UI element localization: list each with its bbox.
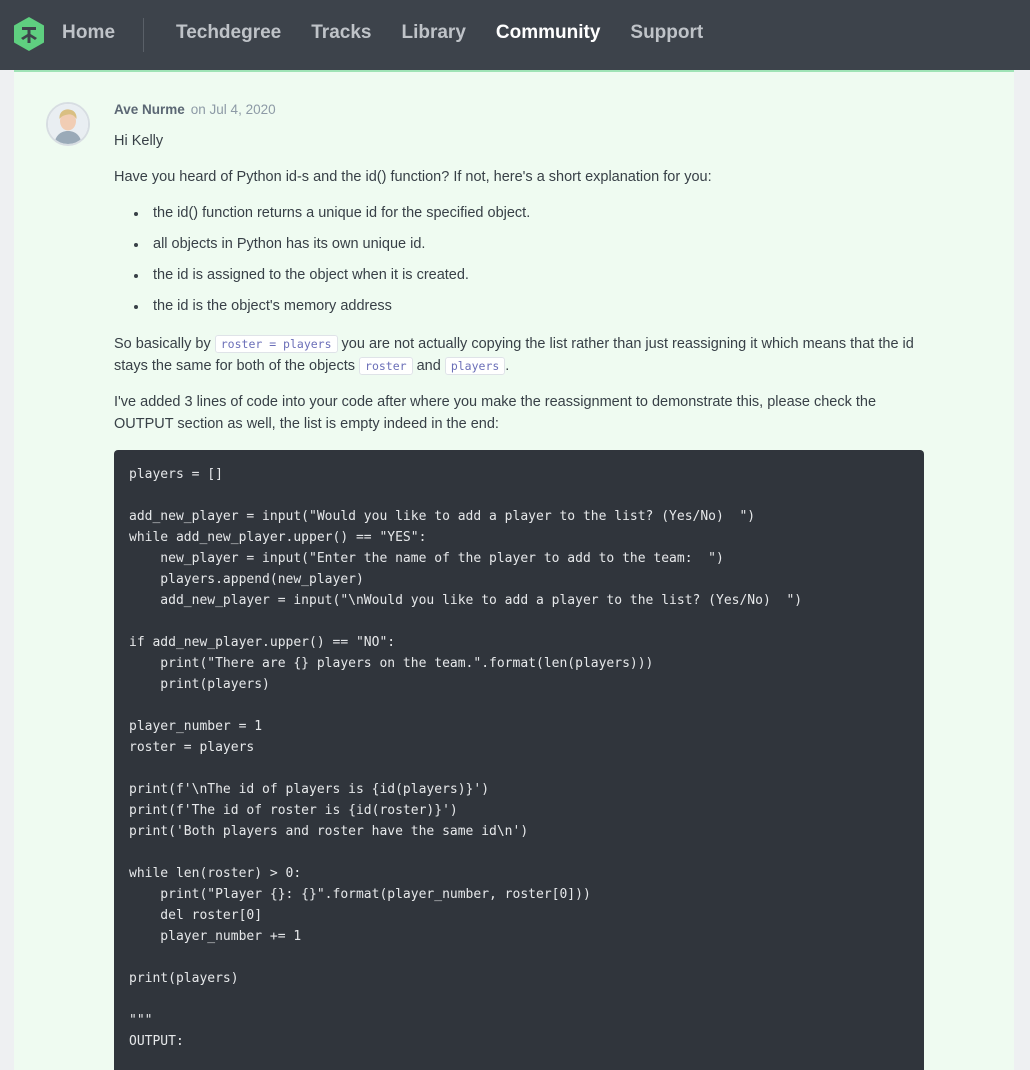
answer-post bbox=[14, 70, 1014, 1070]
treehouse-logo-icon[interactable] bbox=[12, 16, 46, 52]
text-span: . bbox=[505, 358, 510, 374]
list-item: all objects in Python has its own unique id. bbox=[134, 233, 926, 255]
inline-code-roster: roster bbox=[359, 357, 413, 375]
text-span: and bbox=[412, 358, 445, 374]
intro-paragraph: Have you heard of Python id-s and the id() function? If not, here's a short explanation for you: bbox=[114, 169, 712, 185]
nav-link-community[interactable]: Community bbox=[495, 22, 601, 43]
list-item: the id is assigned to the object when it is created. bbox=[134, 264, 926, 286]
top-navigation-bar bbox=[0, 0, 1030, 70]
post-date: on Jul 4, 2020 bbox=[190, 102, 276, 117]
code-content: players = [] add_new_player = input("Would you like to add a player to the list? (Yes/No) ") while add_new_player.upper() == "YES": new_player = input("Enter the name of the player to add to the team: ") players.append(new_player) add_new_player = input("\nWould you like to add a player to the list? (Yes/No) ") if add_new_player.upper() == "NO": print("There are {} players on the team.".format(len(players))) print(players) player_number = 1 roster = players print(f'\nThe id of players is {id(players)}') print(f'The id of roster is {id(roster)}') print('Both players and roster have the same id\n') while len(roster) > 0: print("Player {}: {}".format(player_number, roster[0])) del roster[0] player_number += 1 print(players) """ OUTPUT: bbox=[129, 467, 803, 1049]
demo-paragraph: I've added 3 lines of code into your code after where you make the reassignment to demonstrate this, please check the OUTPUT section as well, the list is empty indeed in the end: bbox=[114, 394, 877, 432]
answer-body bbox=[114, 100, 926, 1070]
nav-link-support[interactable]: Support bbox=[630, 22, 704, 43]
nav-link-techdegree[interactable]: Techdegree bbox=[176, 22, 282, 43]
main-nav-links bbox=[176, 22, 733, 44]
inline-code-players: players bbox=[445, 357, 505, 375]
list-item: the id() function returns a unique id for the specified object. bbox=[134, 202, 926, 224]
text-span: So basically by bbox=[114, 336, 215, 352]
id-facts-list bbox=[134, 202, 926, 317]
nav-home-link[interactable]: Home bbox=[62, 22, 116, 43]
nav-link-library[interactable]: Library bbox=[401, 22, 466, 43]
list-item: the id is the object's memory address bbox=[134, 295, 926, 317]
nav-divider bbox=[143, 18, 144, 52]
greeting-text: Hi Kelly bbox=[114, 133, 164, 149]
nav-link-tracks[interactable]: Tracks bbox=[311, 22, 372, 43]
explanation-paragraph bbox=[114, 333, 926, 377]
inline-code-roster-assignment: roster = players bbox=[215, 335, 338, 353]
code-block[interactable] bbox=[114, 450, 924, 1070]
text-span: you are not actually copying the list rather than just reassigning it which means that the id stays the same for both of the objects bbox=[114, 336, 914, 374]
author-name-link[interactable]: Ave Nurme bbox=[114, 102, 185, 117]
author-avatar[interactable] bbox=[46, 102, 90, 146]
post-meta bbox=[114, 100, 926, 122]
